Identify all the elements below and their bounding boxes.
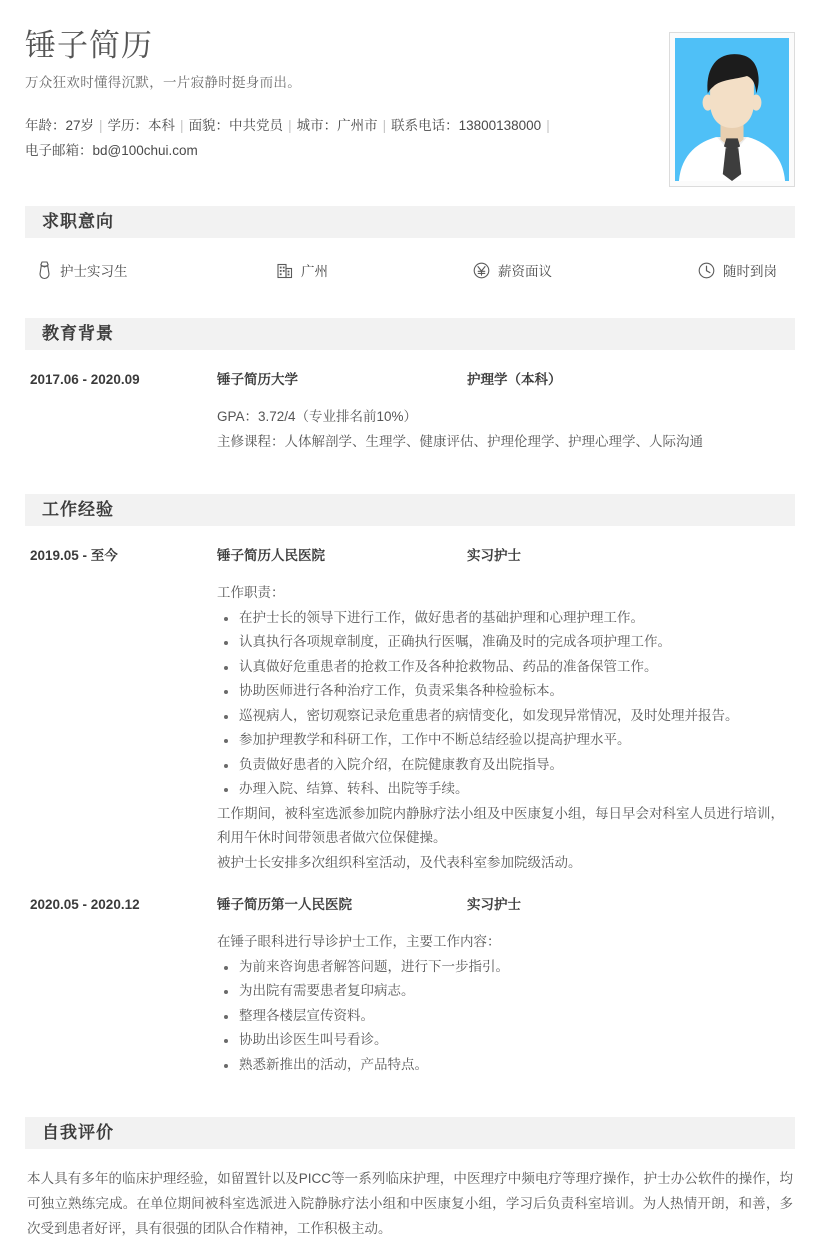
list-item: 参加护理教学和科研工作，工作中不断总结经验以提高护理水平。 (239, 728, 795, 753)
list-item: 为前来咨询患者解答问题，进行下一步指引。 (239, 955, 795, 980)
work-entry (25, 894, 795, 1077)
work-date: 2019.05 - 至今 (30, 548, 118, 563)
education-body (217, 369, 795, 454)
work-heading (217, 545, 795, 567)
work-bullet-list (217, 955, 795, 1078)
page-title: 锤子简历 (25, 28, 153, 63)
contact-meta (25, 113, 625, 163)
work-company: 锤子简历第一人民医院 (217, 897, 352, 912)
section-work-experience (25, 494, 795, 1077)
meta-phone: 联系电话：13800138000 (391, 118, 542, 133)
work-body (217, 545, 795, 875)
education-school: 锤子简历大学 (217, 372, 298, 387)
building-icon (277, 262, 293, 279)
meta-divider: | (180, 118, 184, 133)
education-heading (217, 369, 795, 391)
work-company: 锤子简历人民医院 (217, 548, 325, 563)
meta-education: 学历：本科 (107, 118, 176, 133)
yen-icon (473, 262, 490, 279)
portrait-illustration-icon (675, 38, 789, 181)
intent-item-city (277, 260, 473, 280)
intent-position-label: 护士实习生 (60, 264, 128, 279)
work-intro: 在锤子眼科进行导诊护士工作，主要工作内容： (217, 934, 501, 949)
intent-availability-label: 随时到岗 (723, 264, 777, 279)
section-job-intent (25, 206, 795, 280)
intent-item-availability (698, 260, 777, 280)
work-date: 2020.05 - 2020.12 (30, 897, 140, 912)
section-header-self-evaluation (25, 1117, 795, 1149)
self-evaluation-text: 本人具有多年的临床护理经验，如留置针以及PICC等一系列临床护理，中医理疗中频电疗等理疗操作，护士办公软件的操作，均可独立熟练完成。在单位期间被科室选派进入院静脉疗法小组和中医康复小组，学习后负责科室培训。为人热情开朗，和善，多次受到患者好评，具有很强的团队合作精神，工作积极主动。 (27, 1171, 793, 1236)
section-title: 自我评价 (42, 1123, 114, 1142)
meta-city: 城市：广州市 (296, 118, 378, 133)
personal-motto: 万众狂欢时懂得沉默，一片寂静时挺身而出。 (25, 75, 301, 90)
list-item: 整理各楼层宣传资料。 (239, 1004, 795, 1029)
intent-item-salary (473, 260, 698, 280)
work-body (217, 894, 795, 1077)
list-item: 负责做好患者的入院介绍，在院健康教育及出院指导。 (239, 753, 795, 778)
list-item: 办理入院、结算、转科、出院等手续。 (239, 777, 795, 802)
meta-political-status: 面貌：中共党员 (188, 118, 284, 133)
meta-divider: | (382, 118, 387, 133)
meta-email: 电子邮箱：bd@100chui.com (25, 143, 198, 158)
list-item: 熟悉新推出的活动，产品特点。 (239, 1053, 795, 1078)
intent-salary-label: 薪资面议 (498, 264, 552, 279)
education-gpa: GPA：3.72/4（专业排名前10%） (217, 409, 418, 424)
section-title: 工作经验 (42, 500, 114, 519)
section-title: 教育背景 (42, 324, 114, 343)
section-education (25, 318, 795, 454)
education-courses: 主修课程：人体解剖学、生理学、健康评估、护理伦理学、护理心理学、人际沟通 (217, 433, 703, 449)
work-outro-line: 被护士长安排多次组织科室活动，及代表科室参加院级活动。 (217, 854, 582, 870)
education-details (217, 405, 795, 454)
section-title: 求职意向 (42, 212, 114, 231)
intent-city-label: 广州 (301, 264, 328, 279)
list-item: 认真做好危重患者的抢救工作及各种抢救物品、药品的准备保管工作。 (239, 655, 795, 680)
work-bullet-list (217, 606, 795, 802)
work-heading (217, 894, 795, 916)
section-header-work-experience (25, 494, 795, 526)
meta-age: 年龄：27岁 (25, 118, 95, 133)
work-outro-line: 工作期间，被科室选派参加院内静脉疗法小组及中医康复小组，每日早会对科室人员进行培训，利用午休时间带领患者做穴位保健操。 (217, 805, 784, 845)
list-item: 认真执行各项规章制度，正确执行医嘱，准确及时的完成各项护理工作。 (239, 630, 795, 655)
work-title: 实习护士 (467, 548, 521, 563)
clock-icon (698, 262, 715, 279)
list-item: 协助医师进行各种治疗工作，负责采集各种检验标本。 (239, 679, 795, 704)
meta-divider: | (546, 118, 550, 133)
avatar (669, 32, 795, 187)
meta-divider: | (99, 118, 103, 133)
list-item: 在护士长的领导下进行工作，做好患者的基础护理和心理护理工作。 (239, 606, 795, 631)
avatar-photo (675, 38, 789, 181)
section-header-job-intent (25, 206, 795, 238)
work-details (217, 930, 795, 1077)
work-entry (25, 545, 795, 875)
section-self-evaluation (25, 1117, 795, 1241)
resume-header (25, 0, 795, 180)
education-major: 护理学（本科） (467, 372, 562, 387)
work-intro: 工作职责： (217, 585, 285, 600)
list-item: 巡视病人，密切观察记录危重患者的病情变化，如发现异常情况，及时处理并报告。 (239, 704, 795, 729)
list-item: 为出院有需要患者复印病志。 (239, 979, 795, 1004)
list-item: 协助出诊医生叫号看诊。 (239, 1028, 795, 1053)
section-header-education (25, 318, 795, 350)
education-entry (25, 369, 795, 454)
intent-item-position (37, 260, 277, 280)
job-intent-list (25, 260, 795, 280)
work-details (217, 581, 795, 875)
meta-divider: | (288, 118, 292, 133)
education-date: 2017.06 - 2020.09 (30, 372, 140, 387)
tie-icon (37, 261, 52, 280)
work-title: 实习护士 (467, 897, 521, 912)
